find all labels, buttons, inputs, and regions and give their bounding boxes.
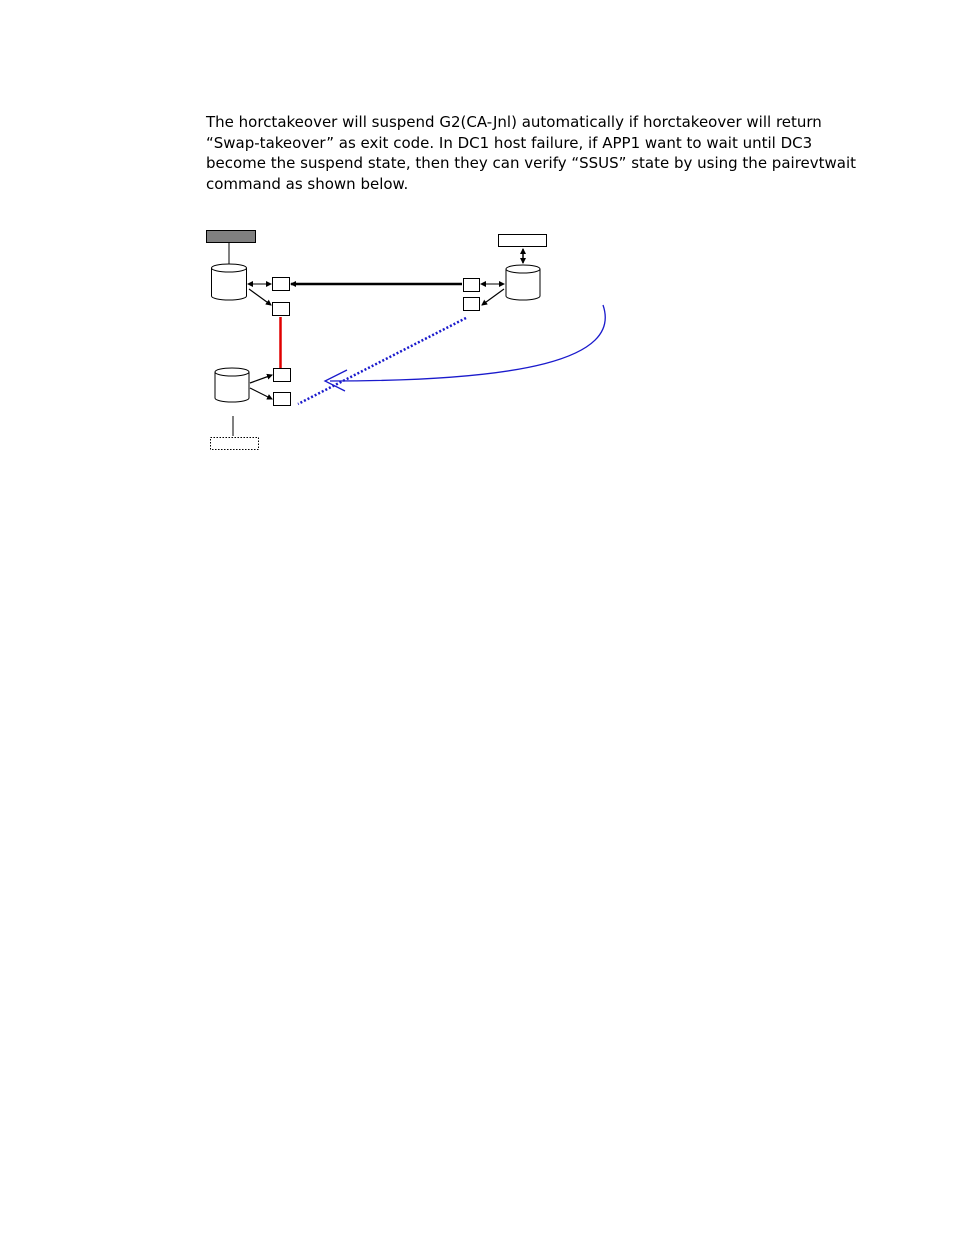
dc1-jnl-link [249,289,271,305]
dc2-storage-icon [506,265,540,300]
dc3-svol-box [274,369,291,382]
dc2-svol-box [464,279,480,292]
dc2-jnl-link [482,289,504,305]
dc1-storage-icon [212,264,247,300]
callout-arrowhead [325,370,347,391]
body-paragraph: The horctakeover will suspend G2(CA-Jnl) automatically if horctakeover will return “Swap-takeover” as exit code. In DC1 host failure, if APP1 want to wait until DC3 become the suspend state, then they can verify “SSUS” state by using the pairevtwait command as shown below. [206,113,857,193]
dc3-jnl-box [274,393,291,406]
dc3-host-box [211,438,259,450]
dc2-dc3-journal-link [298,318,466,404]
dc2-jnl-box [464,298,480,311]
dc1-jnl-box [273,303,290,316]
dc1-host-box [207,231,256,243]
dc1-pvol-box [273,278,290,291]
dc2-host-box [499,235,547,247]
dc3-svol-link [250,375,272,383]
dc3-storage-icon [215,368,249,402]
dc3-jnl-link [250,388,272,399]
callout-curve [330,305,605,381]
